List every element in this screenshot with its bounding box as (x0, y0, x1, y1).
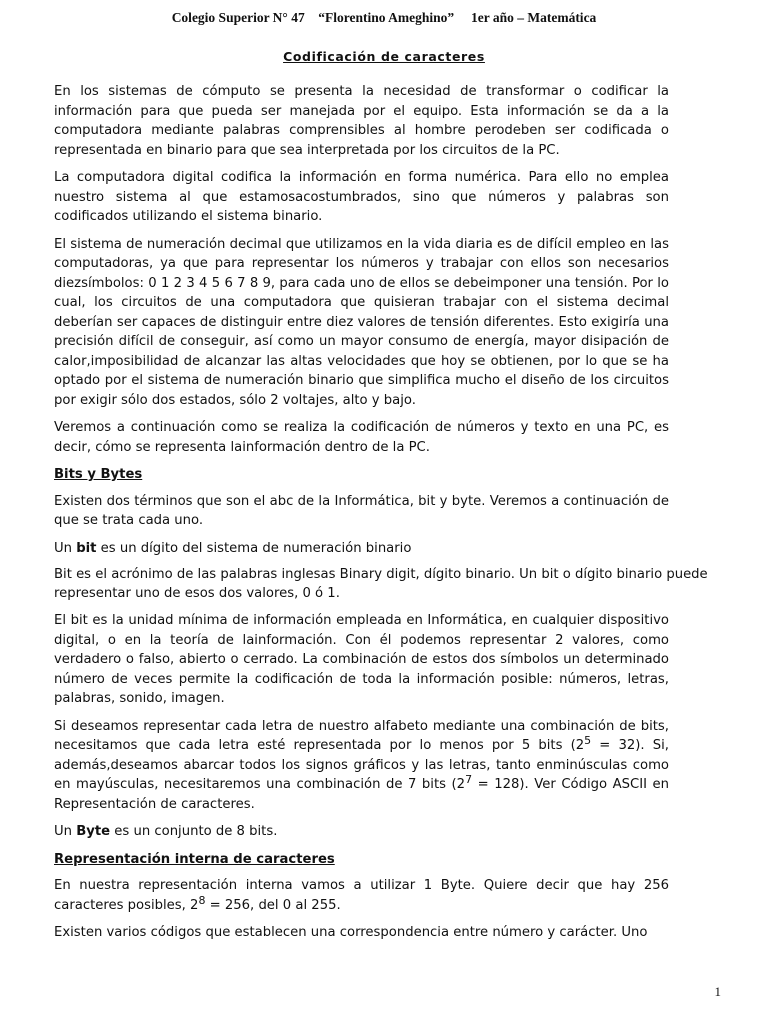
section-heading-internal-representation: Representación interna de caracteres (54, 851, 335, 867)
document-body (54, 82, 708, 951)
page-header: Colegio Superior N° 47 “Florentino Ameghino” 1er año – Matemática (171, 10, 597, 25)
page-number: 1 (714, 984, 721, 999)
paragraph-bit-unit: El bit es la unidad mínima de información empleada en Informática, en cualquier dispositivo digital, o en la teoría de lainformación. Con él podemos representar 2 valores, como verdadero o falso, abierto o cerrado. La combinación de estos dos símbolos un determinado número de veces permite la codificación de toda la información posible: números, letras, palabras, sonido, imagen. (54, 613, 669, 706)
paragraph-letter-bits: Si deseamos representar cada letra de nuestro alfabeto mediante una combinación de bits, necesitamos que cada letra esté representada por lo menos por 5 bits $(2^5 = 32)$. Si, además,deseamos abarcar todos los signos gráficos y las letras, tanto enminúsculas como en mayúsculas, necesitaremos una combinación de 7 bits $(2^7 = 128)$. Ver Código ASCII en Representación de caracteres. (54, 718, 669, 812)
document-title: Codificación de caracteres (283, 49, 485, 64)
paragraph-bit-definition: Un bit es un dígito del sistema de numeración binario (54, 540, 412, 556)
section-heading-bits-bytes: Bits y Bytes (54, 467, 143, 482)
paragraph-internal-byte: En nuestra representación interna vamos a utilizar 1 Byte. Quiere decir que hay 256 caracteres posibles, $2^8 = 256$, del 0 al 255. (54, 878, 669, 913)
paragraph-digital-encoding: La computadora digital codifica la información en forma numérica. Para ello no emplea nuestro sistema al que estamosacostumbrados, sino que números y palabras son codificados utilizando el sistema binario. (54, 170, 669, 224)
paragraph-intro: En los sistemas de cómputo se presenta la necesidad de transformar o codificar la información para que pueda ser manejada por el equipo. Esta información se da a la computadora mediante palabras comprensibles al hombre perodeben ser codificada o representada en binario para que sea interpretada por los circuitos de la PC. (54, 84, 669, 158)
paragraph-codes: Existen varios códigos que establecen una correspondencia entre número y carácter. Uno (54, 925, 648, 940)
paragraph-overview: Veremos a continuación como se realiza la codificación de números y texto en una PC, es decir, cómo se representa lainformación dentro de la PC. (54, 420, 669, 455)
paragraph-decimal-system: El sistema de numeración decimal que utilizamos en la vida diaria es de difícil empleo en las computadoras, ya que para representar los números y trabajar con ellos son necesarios diezsímbolos: 0 1 2 3 4 5 6 7 8 9, para cada uno de ellos se debeimponer una tensión. Por lo cual, los circuitos de una computadora que quisieran trabajar con el sistema decimal deberían ser capaces de distinguir entre diez valores de tensión diferentes. Esto exigiría una precisión difícil de conseguir, así como un mayor consumo de energía, mayor disipación de calor,imposibilidad de alcanzar las altas velocidades que hoy se obtienen, por lo que se ha optado por el sistema de numeración binario que simplifica mucho el diseño de los circuitos por exigir sólo dos estados, sólo 2 voltajes, alto y bajo. (54, 236, 669, 408)
term-bit: bit (76, 540, 97, 556)
paragraph-bit-byte-terms: Existen dos términos que son el abc de la Informática, bit y byte. Veremos a continuación de que se trata cada uno. (54, 493, 669, 528)
paragraph-bit-acronym: Bit es el acrónimo de las palabras inglesas Binary digit, dígito binario. Un bit o dígito binario puede representar uno de esos dos valores, 0 ó 1. (54, 567, 708, 601)
term-byte: Byte (76, 824, 111, 839)
paragraph-byte-definition: Un Byte es un conjunto de 8 bits. (54, 824, 278, 839)
